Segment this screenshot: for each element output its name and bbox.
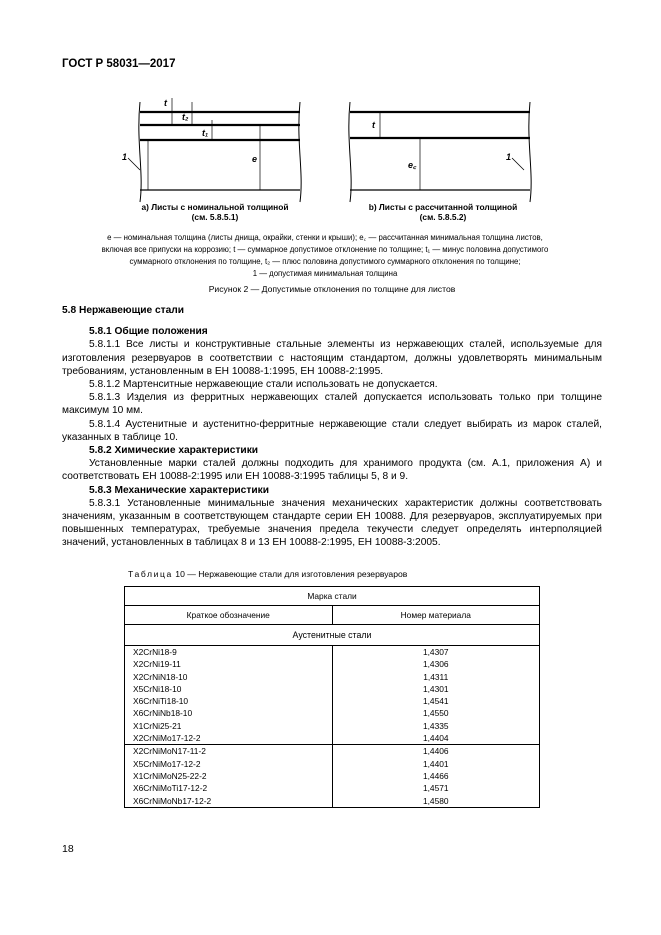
table-cell: 1,4306	[422, 659, 449, 670]
paragraph-5-8-1-2: 5.8.1.2 Мартенситные нержавеющие стали использовать не допускается.	[89, 379, 438, 391]
table-cell: X2CrNiN18-10	[133, 671, 188, 682]
label-e: e	[252, 154, 258, 164]
figure-legend	[90, 232, 560, 280]
document-header: ГОСТ Р 58031—2017	[62, 58, 176, 70]
paragraph-5-8-3-1: 5.8.3.1 Установленные минимальные значения механических характеристик должны соответствовать значениям, указанным в соответствующем стандарте серии ЕН 10088. Для резервуаров, эксплуатируемых при повышенных температурах, требуемые значения предела текучести следует определять интерполяцией значений, установленных в таблицах 8 и 13 ЕН 10088-2:1995, ЕН 10088-3:2005.	[62, 497, 602, 549]
table-cell: 1,4466	[422, 770, 449, 781]
stainless-steels-table	[124, 586, 540, 808]
table-cell: X2CrNiMo17-12-2	[133, 733, 201, 744]
table-cell: X5CrNi18-10	[133, 683, 182, 694]
table-cell: 1,4550	[422, 708, 449, 719]
table-cell: X6CrNiTi18-10	[133, 696, 189, 707]
section-5-8-3-heading: 5.8.3 Механические характеристики	[89, 484, 269, 496]
table-cell: X6CrNiMoNb17-12-2	[133, 795, 212, 806]
legend-line: e — номинальная толщина (листы днища, окрайки, стенки и крыши); e꜀ — рассчитанная минимальная толщина листов,	[107, 233, 543, 242]
table-cell: 1,4307	[422, 647, 449, 657]
table-cell: 1,4406	[422, 746, 449, 757]
table-caption-text: 10 — Нержавеющие стали для изготовления резервуаров	[172, 569, 408, 579]
table-cell: 1,4404	[422, 733, 449, 744]
table-cell: X2CrNi18-9	[133, 647, 177, 657]
table-header-steel-grade: Марка стали	[125, 587, 540, 606]
paragraph-5-8-1-4: 5.8.1.4 Аустенитные и аустенитно-ферритные нержавеющие стали следует выбирать из марок сталей, указанных в таблице 10.	[62, 418, 602, 443]
table-cell: X1CrNi25-21	[133, 720, 182, 731]
table-subheader-row	[125, 606, 540, 625]
block2-designations	[125, 745, 333, 807]
paragraph-5-8-1-1: 5.8.1.1 Все листы и конструктивные стальные элементы из нержавеющих сталей, используемые для изготовления резервуаров в соответствии с настоящим стандартом, должны удовлетворять минимальным требованиям, установленным в ЕН 10088-1:1995, ЕН 10088-2:1995.	[62, 339, 602, 377]
table-header-row	[125, 587, 540, 606]
table-cell: 1,4301	[422, 683, 449, 694]
block2-numbers	[332, 745, 540, 807]
table-cell: X2CrNi19-11	[133, 659, 181, 670]
caption-b-line1: b) Листы с рассчитанной толщиной	[368, 202, 518, 212]
block1-numbers	[332, 646, 540, 745]
legend-line: 1 — допустимая минимальная толщина	[252, 269, 398, 278]
section-5-8-heading: 5.8 Нержавеющие стали	[62, 305, 185, 316]
section-5-8-2-heading: 5.8.2 Химические характеристики	[89, 445, 259, 457]
label-t-b: t	[372, 120, 375, 130]
group-austenitic: Аустенитные стали	[125, 625, 540, 646]
table-cell: X1CrNiMoN25-22-2	[133, 770, 207, 781]
table-cell: X6CrNiMoTi17-12-2	[133, 783, 208, 794]
body-text	[62, 304, 602, 550]
figure-title: Рисунок 2 — Допустимые отклонения по толщине для листов	[208, 284, 456, 294]
paragraph-5-8-2: Установленные марки сталей должны подходить для хранимого продукта (см. А.1, приложения А) и соответствовать ЕН 10088-2:1995 или ЕН 10088-3:1995 таблицы 5, 8 и 9.	[62, 458, 602, 483]
table-cell: 1,4311	[423, 671, 449, 682]
table-cell: X2CrNiMoN17-11-2	[133, 746, 206, 757]
legend-line: включая все припуски на коррозию; t — суммарное допустимое отклонение по толщине; t₁ — минус половина допустимого	[101, 245, 549, 254]
page-number: 18	[62, 843, 74, 855]
caption-a-line1: a) Листы с номинальной толщиной	[141, 202, 289, 212]
table-caption-prefix: Таблица	[128, 569, 173, 579]
label-1-a: 1	[122, 152, 128, 162]
table-cell: X5CrNiMo17-12-2	[133, 758, 201, 769]
caption-b-line2: (см. 5.8.5.2)	[419, 212, 467, 222]
label-ec: e꜀	[408, 160, 417, 170]
label-t2: t₂	[182, 112, 189, 122]
legend-line: суммарного отклонения по толщине, t₂ — плюс половина допустимого суммарного отклонения по толщине;	[129, 257, 521, 266]
table-cell: 1,4401	[422, 758, 449, 769]
table-cell: 1,4335	[422, 720, 449, 731]
table-group-row	[125, 625, 540, 646]
table-cell: 1,4541	[422, 696, 449, 707]
column-short-designation: Краткое обозначение	[125, 606, 333, 625]
caption-a	[130, 202, 300, 222]
paragraph-5-8-1-3: 5.8.1.3 Изделия из ферритных нержавеющих сталей допускается использовать только при толщине максимум 10 мм.	[62, 392, 602, 417]
caption-a-line2: (см. 5.8.5.1)	[191, 212, 239, 222]
label-1-b: 1	[506, 152, 512, 162]
table-cell: 1,4571	[422, 783, 449, 794]
caption-b	[358, 202, 528, 222]
table-cell: 1,4580	[422, 795, 449, 806]
block1-designations	[125, 646, 333, 745]
table-cell: X6CrNiNb18-10	[133, 708, 193, 719]
section-5-8-1-heading: 5.8.1 Общие положения	[89, 326, 208, 338]
table-caption	[128, 569, 407, 579]
table-block-2	[125, 745, 540, 807]
column-material-number: Номер материала	[332, 606, 540, 625]
label-t1: t₁	[202, 128, 209, 138]
table-block-1	[125, 646, 540, 745]
label-t: t	[164, 98, 167, 108]
